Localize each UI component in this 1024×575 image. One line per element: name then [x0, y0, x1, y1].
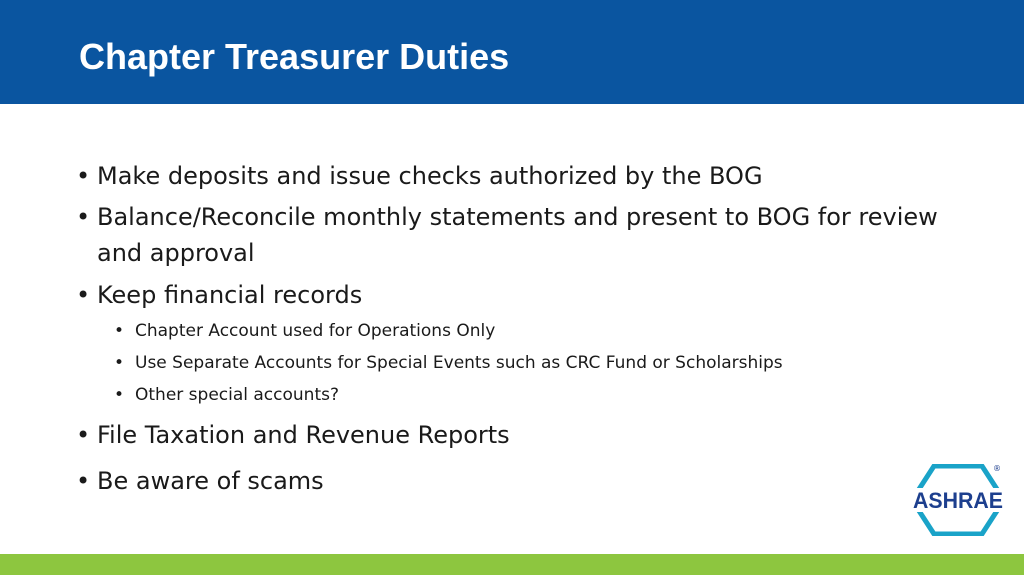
sub-bullet-item [114, 319, 966, 343]
bullet-list [76, 158, 966, 499]
bullet-dot: • [114, 321, 125, 341]
bullet-dot: • [76, 467, 91, 495]
sub-bullet-item [114, 383, 966, 407]
bullet-dot: • [76, 162, 91, 190]
bullet-item [76, 417, 966, 453]
logo-text: ASHRAE [913, 488, 1003, 513]
bullet-item [76, 199, 957, 271]
bullet-dot: • [76, 203, 91, 231]
sub-bullet-text: Other special accounts? [135, 385, 339, 405]
bullet-dot: • [76, 421, 91, 449]
bullet-text: Balance/Reconcile monthly statements and present to BOG for review and approval [97, 203, 938, 267]
footer-bar [0, 554, 1024, 575]
ashrae-logo [910, 464, 1006, 536]
sub-bullet-text: Use Separate Accounts for Special Events such as CRC Fund or Scholarships [135, 353, 783, 373]
bullet-dot: • [114, 353, 125, 373]
bullet-text: Keep financial records [97, 281, 363, 309]
bullet-text: Be aware of scams [97, 467, 324, 495]
bullet-dot: • [114, 385, 125, 405]
slide-title: Chapter Treasurer Duties [79, 36, 510, 77]
bullet-item [76, 463, 966, 499]
bullet-item [76, 277, 966, 313]
bullet-text: File Taxation and Revenue Reports [97, 421, 510, 449]
registered-mark: ® [993, 464, 1001, 473]
bullet-dot: • [76, 281, 91, 309]
sub-bullet-text: Chapter Account used for Operations Only [135, 321, 496, 341]
sub-bullet-item [114, 351, 966, 375]
bullet-text: Make deposits and issue checks authorized by the BOG [97, 162, 763, 190]
bullet-item [76, 158, 966, 194]
